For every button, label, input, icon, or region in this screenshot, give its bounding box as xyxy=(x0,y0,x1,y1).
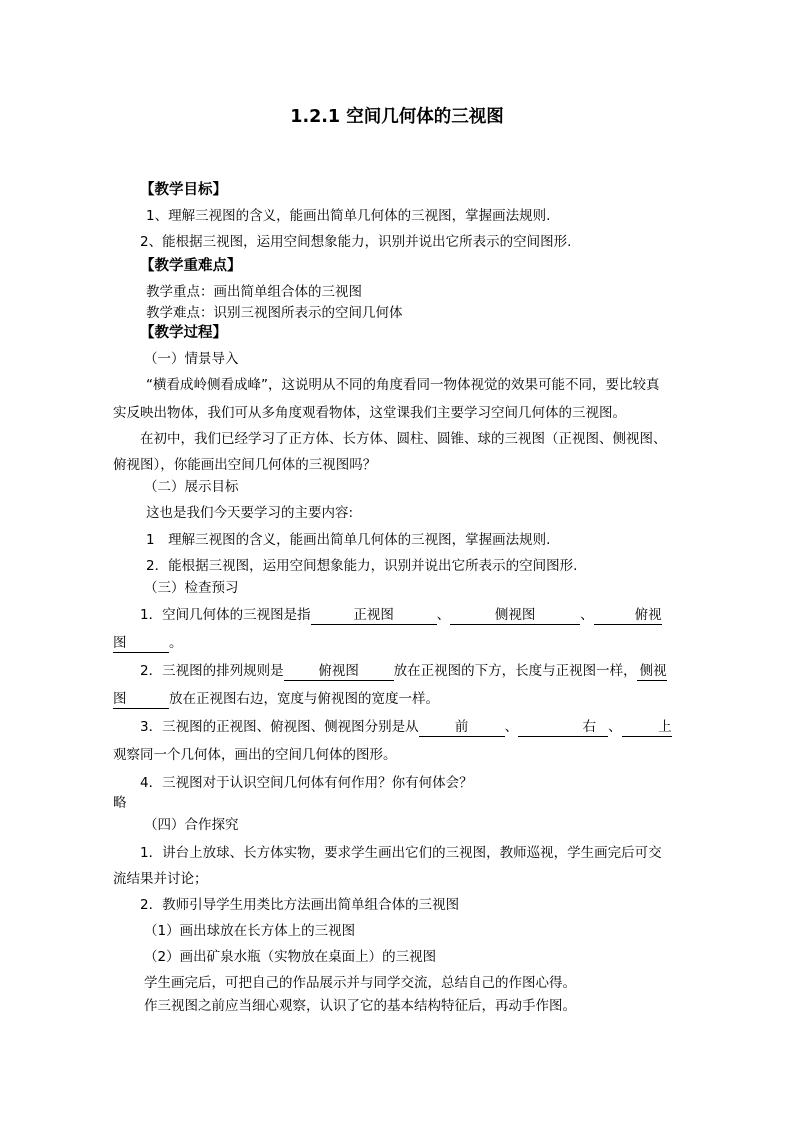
section-2-item-2: 2．能根据三视图，运用空间想象能力，识别并说出它所表示的空间图形. xyxy=(146,558,578,574)
question-1-separator-2: 、 xyxy=(580,607,594,623)
key-points-heading: 【教学重难点】 xyxy=(140,258,242,274)
section-4-paragraph-1-line-2: 流结果并讨论； xyxy=(113,871,208,887)
question-3-answer-2: 右 xyxy=(518,718,608,737)
question-2-prefix: 2．三视图的排列规则是 xyxy=(140,663,284,679)
process-heading: 【教学过程】 xyxy=(140,325,227,341)
section-2-title: （二）展示目标 xyxy=(144,479,239,495)
question-2-end: 放在正视图右边，宽度与俯视图的宽度一样。 xyxy=(169,691,439,707)
question-1-answer-3-part-1: 俯视 xyxy=(594,606,662,625)
section-3-title: （三）检查预习 xyxy=(144,580,239,596)
section-4-paragraph-3: 学生画完后，可把自己的作品展示并与同学交流，总结自己的作图心得。 xyxy=(144,975,576,991)
question-1 xyxy=(140,605,662,625)
question-3-separator-2: 、 xyxy=(608,719,622,735)
section-4-paragraph-1-line-1: 1．讲台上放球、长方体实物，要求学生画出它们的三视图，教师巡视，学生画完后可交 xyxy=(140,845,662,861)
question-4: 4．三视图对于认识空间几何体有何作用？你有何体会？ xyxy=(140,775,473,791)
teaching-focus: 教学重点：画出简单组合体的三视图 xyxy=(146,284,362,300)
question-3-prefix: 3．三视图的正视图、俯视图、侧视图分别是从 xyxy=(140,719,419,735)
question-1-line-2 xyxy=(113,633,183,653)
question-1-answer-3-part-2: 图 xyxy=(113,634,169,653)
page-title: 1.2.1 空间几何体的三视图 xyxy=(290,107,504,127)
question-2 xyxy=(140,661,667,681)
question-3 xyxy=(140,717,672,737)
section-4-paragraph-2: 2．教师引导学生用类比方法画出简单组合体的三视图 xyxy=(140,897,460,913)
section-1-title: （一）情景导入 xyxy=(144,351,239,367)
question-4-answer: 略 xyxy=(113,795,127,811)
question-2-line-2 xyxy=(113,689,439,709)
question-1-prefix: 1．空间几何体的三视图是指 xyxy=(140,607,311,623)
question-2-answer-2-part-2: 图 xyxy=(113,690,169,709)
question-3-answer-3: 上 xyxy=(622,718,672,737)
question-3-answer-1: 前 xyxy=(419,718,505,737)
question-1-separator-1: 、 xyxy=(436,607,451,623)
section-4-subitem-1: （1）画出球放在长方体上的三视图 xyxy=(144,923,356,939)
intro-paragraph-2-line-1: 在初中，我们已经学习了正方体、长方体、圆柱、圆锥、球的三视图（正视图、侧视图、 xyxy=(140,431,667,447)
question-3-separator-1: 、 xyxy=(504,719,519,735)
question-2-answer-1: 俯视图 xyxy=(284,662,394,681)
goal-item-2: 2、能根据三视图，运用空间想象能力，识别并说出它所表示的空间图形. xyxy=(140,234,572,250)
question-2-middle: 放在正视图的下方，长度与正视图一样， xyxy=(393,663,637,679)
intro-paragraph-1-line-1: “横看成岭侧看成峰”，这说明从不同的角度看同一物体视觉的效果可能不同，要比较真 xyxy=(146,377,660,393)
section-4-subitem-2: （2）画出矿泉水瓶（实物放在桌面上）的三视图 xyxy=(144,949,437,965)
section-2-intro: 这也是我们今天要学习的主要内容: xyxy=(146,505,354,521)
goal-item-1: 1、理解三视图的含义，能画出简单几何体的三视图，掌握画法规则. xyxy=(146,208,551,224)
section-2-item-1: 1 理解三视图的含义，能画出简单几何体的三视图，掌握画法规则. xyxy=(146,532,551,548)
goals-heading: 【教学目标】 xyxy=(140,182,227,198)
teaching-difficulty: 教学难点：识别三视图所表示的空间几何体 xyxy=(146,305,403,321)
question-1-end: 。 xyxy=(169,635,183,651)
section-4-title: （四）合作探究 xyxy=(144,817,239,833)
question-1-answer-1: 正视图 xyxy=(311,606,437,625)
intro-paragraph-1-line-2: 实反映出物体，我们可从多角度观看物体，这堂课我们主要学习空间几何体的三视图。 xyxy=(113,405,626,421)
question-1-answer-2: 侧视图 xyxy=(450,606,580,625)
question-3-line-2: 观察同一个几何体，画出的空间几何体的图形。 xyxy=(113,747,397,763)
intro-paragraph-2-line-2: 俯视图），你能画出空间几何体的三视图吗？ xyxy=(113,457,377,473)
question-2-answer-2-part-1: 侧视 xyxy=(637,662,667,681)
section-4-paragraph-4: 作三视图之前应当细心观察，认识了它的基本结构特征后，再动手作图。 xyxy=(144,998,576,1014)
